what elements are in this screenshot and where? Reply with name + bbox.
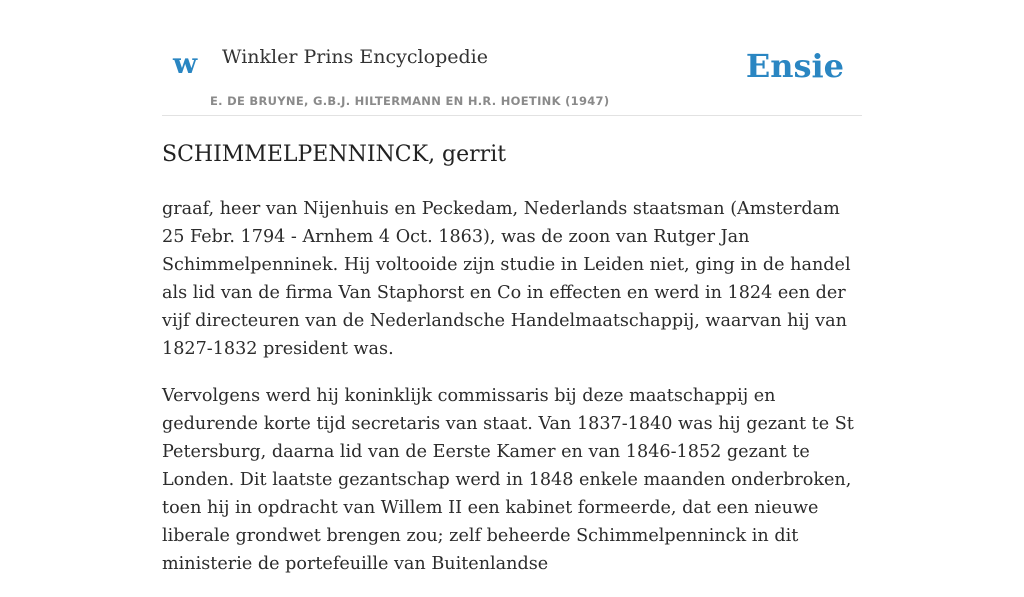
winkler-prins-logo-icon[interactable]: w xyxy=(173,47,198,80)
article-paragraph: Vervolgens werd hij koninklijk commissaris bij deze maatschappij en gedurende korte tijd secretaris van staat. Van 1837-1840 was hij gezant te St Petersburg, daarna lid van de Eerste Kamer en van 1846-1852 gezant te Londen. Dit laatste gezantschap werd in 1848 enkele maanden onderbroken, toen hij in opdracht van Willem II een kabinet formeerde, dat een nieuwe liberale grondwet brengen zou; zelf beheerde Schimmelpenninck in dit ministerie de portefeuille van Buitenlandse xyxy=(162,386,854,574)
article-title: SCHIMMELPENNINCK, gerrit xyxy=(162,142,507,167)
source-header xyxy=(162,0,862,116)
ensie-brand-logo[interactable]: Ensie xyxy=(745,47,844,85)
source-title[interactable]: Winkler Prins Encyclopedie xyxy=(222,46,488,68)
article xyxy=(162,140,862,597)
article-paragraph: graaf, heer van Nijenhuis en Peckedam, Nederlands staatsman (Amsterdam 25 Febr. 1794 - Arnhem 4 Oct. 1863), was de zoon van Rutger Jan Schimmelpenninek. Hij voltooide zijn studie in Leiden niet, ging in de handel als lid van de firma Van Staphorst en Co in effecten en werd in 1824 een der vijf directeuren van de Nederlandsche Handelmaatschappij, waarvan hij van 1827-1832 president was. xyxy=(162,199,851,359)
source-authors: E. DE BRUYNE, G.B.J. HILTERMANN EN H.R. HOETINK (1947) xyxy=(210,94,610,108)
